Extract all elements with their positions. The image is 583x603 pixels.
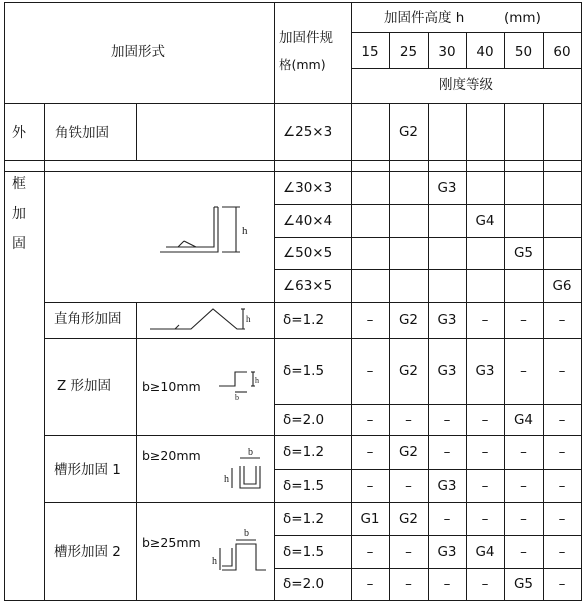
z-shape-note: b≥10mm [142,379,201,394]
grade-cell: – [481,312,489,328]
right-angle-label: 直角形加固 [54,311,122,327]
grade-cell: – [520,444,527,460]
frame-char-1: 框 [12,176,26,192]
grade-col-head-3 [504,32,505,68]
height-col-30: 30 [438,44,456,60]
outer-bottom-1 [4,160,582,161]
grade-cell: G2 [398,510,419,527]
grade-cell: – [558,477,566,494]
spec-cell: ∠30×3 [283,179,333,196]
table-border-top [4,2,582,3]
height-col-60: 60 [553,44,571,60]
grade-cell: G3 [437,543,457,560]
grade-cell: – [520,510,527,527]
grade-col-head-1 [428,32,429,68]
grade-cell: – [481,477,489,494]
spec-cell: δ=2.0 [283,576,325,592]
right-angle-h-label: h [246,314,251,324]
grade-cell: – [443,576,451,592]
frame-char-3: 固 [12,236,26,252]
grade-cell: G3 [475,363,495,379]
grade-cell: – [366,312,374,328]
grade-cell: – [481,411,489,428]
z-b-label: b [235,393,239,402]
grade-cell: – [558,576,566,592]
grade-cell: – [366,543,374,560]
spec-cell: ∠40×4 [283,212,333,229]
channel2-note: b≥25mm [142,535,201,550]
spec-cell: δ=1.2 [283,444,325,460]
channel2-label: 槽形加固 2 [54,544,121,560]
grade-cell: G3 [437,477,457,494]
spec-cell: δ=1.5 [283,477,325,494]
spec-cell: δ=2.0 [283,411,325,428]
grade-cell: – [405,543,412,560]
grade-cell: G1 [360,510,380,527]
grade-cell: G2 [398,123,419,140]
spec-header-line2: 格(mm) [279,57,326,72]
ch1-row-sep [274,469,582,470]
group-col-right [44,103,45,601]
spec-cell: ∠63×5 [283,277,333,294]
grade-cell: – [558,444,566,460]
grade-cell: G6 [552,277,572,294]
grade-col-head-2 [466,32,467,68]
grade-col-1 [428,103,429,601]
right-angle-figure [145,303,270,335]
frame-char-2: 加 [12,206,26,222]
grade-cell: G2 [398,363,419,379]
height-col-25: 25 [399,44,418,60]
stiffness-header: 刚度等级 [439,77,493,93]
form-header: 加固形式 [111,44,165,60]
grade-cell: – [443,444,451,460]
grade-cell: – [520,543,527,560]
ch2-b-label: b [244,528,249,539]
grade-col-head-0 [389,32,390,68]
ch2-row-sep-1 [274,568,582,569]
z-shape-figure [213,362,273,404]
grade-cell: – [558,411,566,428]
grade-col-head-4 [543,32,544,68]
angle-h-label: h [242,225,248,237]
z-shape-label: Z 形加固 [57,378,112,394]
angle-iron-label: 角铁加固 [55,125,109,141]
grade-cell: – [481,444,489,460]
grade-cell: G3 [437,179,457,196]
header-bottom [4,103,582,104]
grade-cell: – [366,444,374,460]
right-angle-top [44,302,582,303]
ch1-h-label: h [224,474,229,485]
grade-cell: – [443,510,451,527]
height-col-40: 40 [476,44,494,60]
right-angle-split [136,302,137,338]
spec-cell: ∠25×3 [283,123,333,140]
angle-iron-figure [150,195,260,265]
ch2-row-sep-0 [274,535,582,536]
z-shape-top [44,338,582,339]
grade-cell: G4 [475,543,495,560]
height-header: 加固件高度 h [384,10,465,26]
grade-cell: – [520,312,527,328]
z-row-sep [274,404,582,405]
grade-cell: – [558,543,566,560]
grade-cell: G3 [437,363,457,379]
height-col-15: 15 [361,44,379,60]
grade-cell: – [443,411,451,428]
grade-cell: – [558,510,566,527]
grade-cell: – [366,576,374,592]
grade-cell: – [405,411,412,428]
outer-group-label: 外 [12,125,26,141]
spec-cell: δ=1.5 [283,543,325,560]
ch1-b-label: b [248,447,253,458]
grade-cell: G4 [475,212,495,229]
grade-cell: – [366,477,374,494]
outer-bottom-2 [4,171,582,172]
grade-col-2 [466,103,467,601]
table-border-bottom [4,600,582,601]
ch2-h-label: h [212,556,217,567]
angle-row-sep-1 [274,237,582,238]
height-unit: (mm) [504,10,541,26]
angle-row-sep-2 [274,269,582,270]
grade-cell: G2 [398,312,419,328]
grade-cell: G3 [437,312,457,328]
grade-cell: G2 [398,444,419,460]
frame-group-label [12,176,26,266]
grade-col-3 [504,103,505,601]
grade-cell: – [558,312,566,328]
height-col-50: 50 [514,44,533,60]
outer-type-split [136,103,137,160]
channel1-top [44,435,582,436]
channel2-figure [212,522,274,578]
grade-cell: – [520,477,527,494]
grade-cell: G4 [513,411,534,428]
grade-cell: – [558,363,566,379]
channel1-figure [222,444,272,496]
channel1-label: 槽形加固 1 [54,462,121,478]
grade-col-0 [389,103,390,601]
spec-header-line1: 加固件规 [279,30,333,46]
lower-type-split [136,338,137,601]
grade-cell: – [366,411,374,428]
grade-cell: – [481,510,489,527]
grade-col-4 [543,103,544,601]
spec-cell: δ=1.2 [283,510,325,527]
channel1-note: b≥20mm [142,448,201,463]
grade-cell: – [405,477,412,494]
grade-cell: – [405,576,412,592]
grade-cell: – [481,576,489,592]
spec-cell: δ=1.5 [283,363,325,379]
grade-cell: G5 [513,245,534,261]
z-h-label: h [255,376,259,385]
grade-cell: – [520,363,527,379]
grade-cell: – [366,363,374,379]
table-border-left [4,2,5,601]
grade-cell: G5 [513,576,534,592]
angle-row-sep-0 [274,204,582,205]
channel2-top [44,502,582,503]
spec-cell: δ=1.2 [283,312,325,328]
header-line-2 [351,68,582,69]
spec-cell: ∠50×5 [283,245,333,261]
